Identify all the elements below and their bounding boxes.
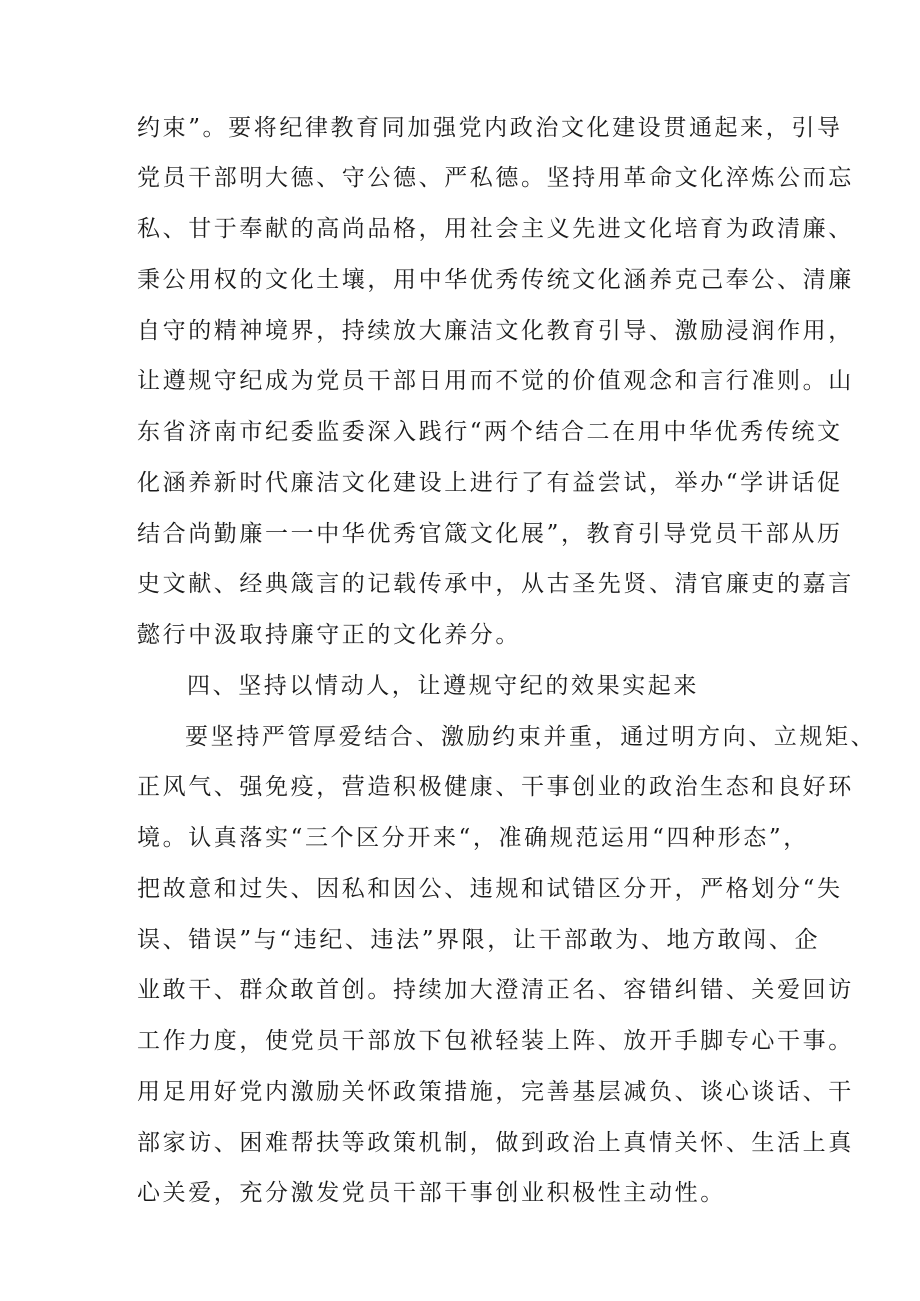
paragraph-line: 私、甘于奉献的高尚品格，用社会主义先进文化培育为政清廉、 (137, 216, 854, 242)
paragraph-line: 懿行中汲取持廉守正的文化养分。 (137, 622, 521, 648)
paragraph-line: 化涵养新时代廉洁文化建设上进行了有益尝试，举办“学讲话促 (137, 470, 843, 496)
paragraph-line: 部家访、困难帮扶等政策机制，做到政治上真情关怀、生活上真 (137, 1130, 854, 1156)
paragraph-line: 用足用好党内激励关怀政策措施，完善基层减负、谈心谈话、干 (137, 1079, 854, 1105)
section-heading: 四、坚持以情动人，让遵规守纪的效果实起来 (187, 673, 699, 699)
paragraph-line: 要坚持严管厚爱结合、激励约束并重，通过明方向、立规矩、 (185, 724, 877, 750)
paragraph-line: 让遵规守纪成为党员干部日用而不觉的价值观念和言行准则。山 (137, 368, 854, 394)
paragraph-line: 误、错误”与“违纪、违法”界限，让干部敢为、地方敢闯、企 (137, 927, 821, 953)
paragraph-line: 结合尚勤廉一一中华优秀官箴文化展”，教育引导党员干部从历 (137, 521, 843, 547)
paragraph-line: 把故意和过失、因私和因公、违规和试错区分开，严格划分“失 (137, 876, 843, 902)
paragraph-line: 史文献、经典箴言的记载传承中，从古圣先贤、清官廉吏的嘉言 (137, 571, 854, 597)
paragraph-line: 自守的精神境界，持续放大廉洁文化教育引导、激励浸润作用， (137, 318, 854, 344)
paragraph-line: 境。认真落实“三个区分开来“，准确规范运用“四种形态”， (137, 825, 809, 851)
paragraph-line: 业敢干、群众敢首创。持续加大澄清正名、容错纠错、关爱回访 (137, 977, 854, 1003)
paragraph-line: 工作力度，使党员干部放下包袱轻装上阵、放开手脚专心干事。 (137, 1028, 854, 1054)
paragraph-line: 党员干部明大德、守公德、严私德。坚持用革命文化淬炼公而忘 (137, 165, 854, 191)
paragraph-line: 东省济南市纪委监委深入践行“两个结合二在用中华优秀传统文 (137, 419, 843, 445)
paragraph-line: 正风气、强免疫，营造积极健康、干事创业的政治生态和良好环 (137, 774, 854, 800)
paragraph-line: 心关爱，充分激发党员干部干事创业积极性主动性。 (137, 1180, 726, 1206)
paragraph-line: 约束”。要将纪律教育同加强党内政治文化建设贯通起来，引导 (137, 115, 843, 141)
paragraph-line: 秉公用权的文化土壤，用中华优秀传统文化涵养克己奉公、清廉 (137, 267, 854, 293)
